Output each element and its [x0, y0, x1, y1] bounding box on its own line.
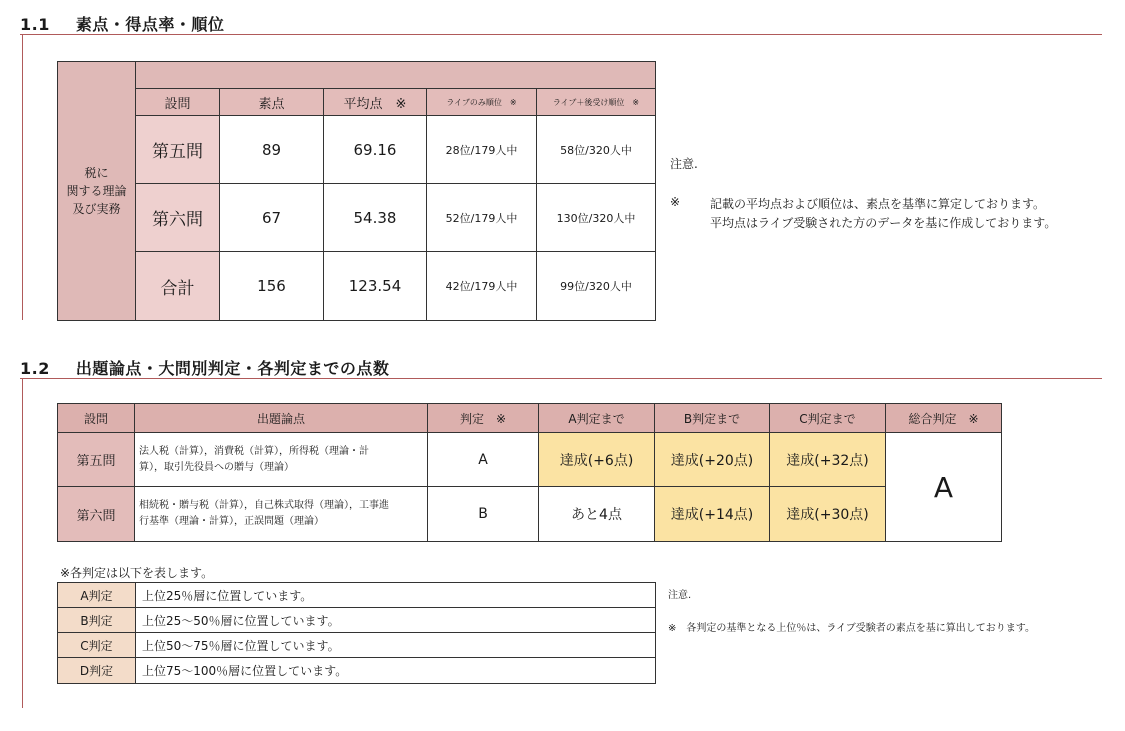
row-question: 合計: [136, 252, 220, 321]
section2-title: 出題論点・大問別判定・各判定までの点数: [75, 359, 390, 378]
section1-note-heading: 注意.: [670, 157, 698, 171]
legend-label: B判定: [58, 608, 136, 633]
legend-desc: 上位25％層に位置しています。: [136, 583, 656, 608]
legend-title: ※各判定は以下を表します。: [60, 566, 214, 580]
section2-side-rule: [22, 378, 23, 708]
score-table: [57, 61, 656, 321]
table-row: [58, 116, 656, 184]
header-question: 設問: [136, 89, 220, 116]
topic-table: [57, 403, 1002, 542]
row-question: 第六問: [136, 184, 220, 252]
category-line-3: 及び実務: [72, 202, 121, 216]
row-topic-line1: 法人税（計算），消費税（計算），所得税（理論・計: [139, 445, 369, 457]
row-question: 第五問: [58, 433, 135, 487]
section1-rule: [20, 34, 1102, 35]
row-question: 第六問: [58, 487, 135, 542]
header-to-a: A判定まで: [539, 404, 655, 433]
row-to-c: 達成(+30点): [770, 487, 886, 542]
header-all-rank: ライブ＋後受け順位 ※: [537, 89, 656, 116]
section1-side-rule: [22, 34, 23, 320]
row-average: 123.54: [324, 252, 427, 321]
row-live-rank: 42位/179人中: [427, 252, 537, 321]
header-question: 設問: [58, 404, 135, 433]
row-live-rank: 52位/179人中: [427, 184, 537, 252]
header-raw-score: 素点: [220, 89, 324, 116]
section1-title: 素点・得点率・順位: [75, 15, 225, 34]
table-row: [58, 184, 656, 252]
grade-legend-table: [57, 582, 656, 684]
row-raw-score: 89: [220, 116, 324, 184]
row-live-rank: 28位/179人中: [427, 116, 537, 184]
section2-note-heading: 注意.: [668, 590, 692, 601]
header-grade: 判定 ※: [428, 404, 539, 433]
table-top-band: [136, 62, 656, 89]
row-to-a: 達成(+6点): [539, 433, 655, 487]
row-average: 69.16: [324, 116, 427, 184]
row-to-c: 達成(+32点): [770, 433, 886, 487]
row-all-rank: 58位/320人中: [537, 116, 656, 184]
legend-label: C判定: [58, 633, 136, 658]
legend-desc: 上位75～100％層に位置しています。: [136, 658, 656, 684]
header-average: 平均点 ※: [324, 89, 427, 116]
legend-row: [58, 658, 656, 684]
row-grade: A: [428, 433, 539, 487]
row-question: 第五問: [136, 116, 220, 184]
table-row: [58, 433, 1002, 487]
section2-rule: [20, 378, 1102, 379]
row-topic-line2: 行基準（理論・計算），正誤問題（理論）: [139, 516, 324, 527]
legend-row: [58, 583, 656, 608]
section1-note-mark: ※: [670, 195, 681, 209]
table-row: [58, 252, 656, 321]
row-topic-line1: 相続税・贈与税（計算），自己株式取得（理論），工事進: [139, 500, 389, 511]
legend-label: D判定: [58, 658, 136, 684]
section1-note-line2: 平均点はライブ受験された方のデータを基に作成しております。: [710, 216, 1057, 230]
row-raw-score: 156: [220, 252, 324, 321]
category-cell: [58, 62, 136, 321]
row-topic-line2: 算），取引先役員への贈与（理論）: [139, 461, 294, 473]
row-to-b: 達成(+14点): [655, 487, 770, 542]
row-average: 54.38: [324, 184, 427, 252]
row-to-a: あと4点: [539, 487, 655, 542]
overall-grade: A: [886, 433, 1002, 542]
header-to-b: B判定まで: [655, 404, 770, 433]
row-all-rank: 130位/320人中: [537, 184, 656, 252]
section2-number: 1.2: [20, 359, 50, 378]
legend-desc: 上位25～50％層に位置しています。: [136, 608, 656, 633]
header-to-c: C判定まで: [770, 404, 886, 433]
legend-desc: 上位50～75％層に位置しています。: [136, 633, 656, 658]
row-topic: [135, 433, 428, 487]
legend-label: A判定: [58, 583, 136, 608]
row-topic: [135, 487, 428, 542]
category-line-1: 税に: [84, 166, 109, 180]
header-overall: 総合判定 ※: [886, 404, 1002, 433]
row-to-b: 達成(+20点): [655, 433, 770, 487]
legend-row: [58, 633, 656, 658]
legend-row: [58, 608, 656, 633]
section2-note-line1: ※ 各判定の基準となる上位％は、ライブ受験者の素点を基に算出しております。: [668, 623, 1035, 634]
section1-number: 1.1: [20, 15, 50, 34]
table-row: [58, 487, 1002, 542]
section2-heading: [20, 356, 389, 379]
category-line-2: 関する理論: [66, 184, 127, 198]
header-topic: 出題論点: [135, 404, 428, 433]
row-all-rank: 99位/320人中: [537, 252, 656, 321]
section1-heading: [20, 12, 224, 35]
row-raw-score: 67: [220, 184, 324, 252]
header-live-rank: ライブのみ順位 ※: [427, 89, 537, 116]
row-grade: B: [428, 487, 539, 542]
section1-note-line1: 記載の平均点および順位は、素点を基準に算定しております。: [710, 197, 1046, 211]
